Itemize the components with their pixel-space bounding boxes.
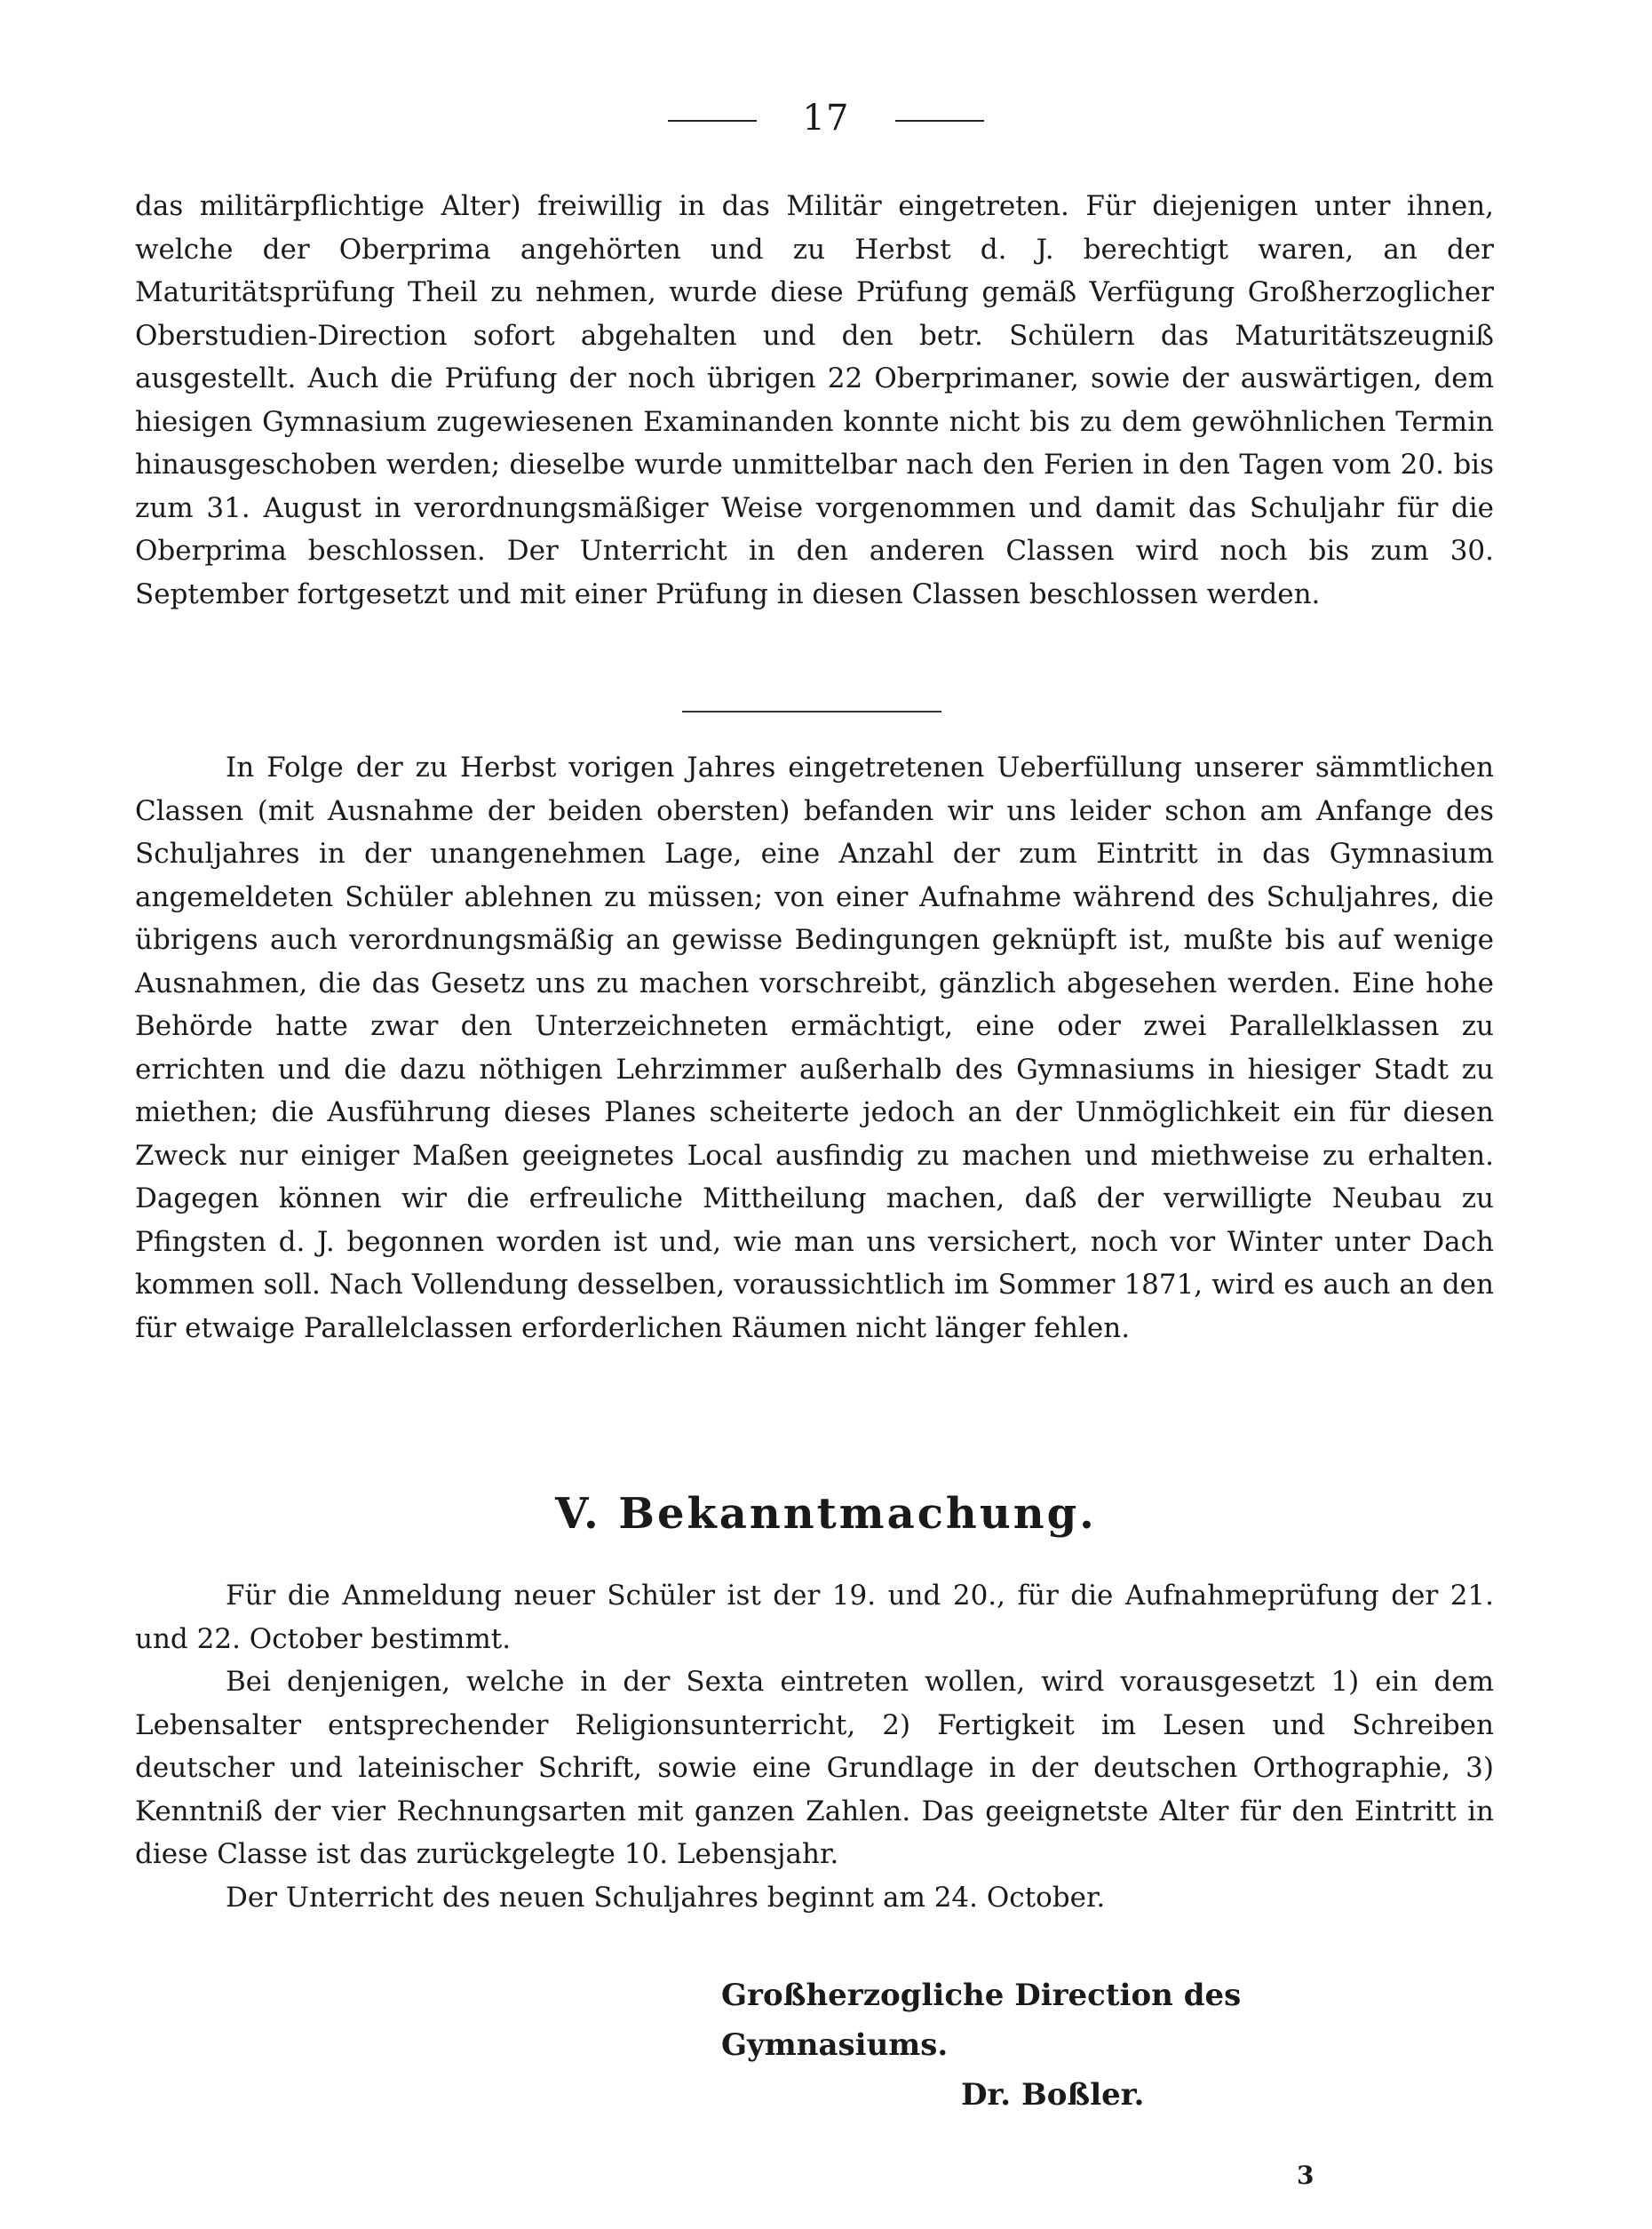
paragraph-requirements: Bei denjenigen, welche in der Sexta eintreten wollen, wird vorausgesetzt 1) ein dem Lebensalter entsprechender Religionsunterricht, 2) Fertigkeit im Lesen und Schreiben deutscher und lateinischer Schrift, sowie eine Grundlage in der deutschen Orthographie, 3) Kenntniß der vier Rechnungsarten mit ganzen Zahlen. Das geeignetste Alter für den Eintritt in diese Classe ist das zurückgelegte 10. Lebensjahr. bbox=[135, 1666, 1494, 1870]
page-header bbox=[0, 98, 1652, 139]
paragraph-block-2 bbox=[135, 746, 1494, 1349]
signature-name: Dr. Boßler. bbox=[961, 2077, 1145, 2113]
signature-institution: Großherzogliche Direction des Gymnasiums. bbox=[721, 1978, 1242, 2063]
paragraph-registration: Für die Anmeldung neuer Schüler ist der 19. und 20., für die Aufnahmeprüfung der 21. und 22. October bestimmt. bbox=[135, 1580, 1494, 1655]
header-rule-left bbox=[668, 120, 757, 122]
paragraph-block-3 bbox=[135, 1574, 1494, 1919]
page-number: 17 bbox=[802, 98, 850, 139]
paragraph-term-start: Der Unterricht des neuen Schuljahres beginnt am 24. October. bbox=[226, 1881, 1106, 1914]
paragraph-overcrowding: In Folge der zu Herbst vorigen Jahres eingetretenen Ueberfüllung unserer sämmtlichen Classen (mit Ausnahme der beiden obersten) befanden wir uns leider schon am Anfange des Schuljahres in der unangenehmen Lage, eine Anzahl der zum Eintritt in das Gymnasium angemeldeten Schüler ablehnen zu müssen; von einer Aufnahme während des Schuljahres, die übrigens auch verordnungsmäßig an gewisse Bedingungen geknüpft ist, mußte bis auf wenige Ausnahmen, die das Gesetz uns zu machen vorschreibt, gänzlich abgesehen werden. Eine hohe Behörde hatte zwar den Unterzeichneten ermächtigt, eine oder zwei Parallelklassen zu errichten und die dazu nöthigen Lehrzimmer außerhalb des Gymnasiums in hiesiger Stadt zu miethen; die Ausführung dieses Planes scheiterte jedoch an der Unmöglichkeit ein für diesen Zweck nur einiger Maßen geeignetes Local ausfindig zu machen und miethweise zu erhalten. Dagegen können wir die erfreuliche Mittheilung machen, daß der verwilligte Neubau zu Pfingsten d. J. begonnen worden ist und, wie man uns versichert, noch vor Winter unter Dach kommen soll. Nach Vollendung desselben, voraussichtlich im Sommer 1871, wird es auch an den für etwaige Parallelclassen erforderlichen Räumen nicht länger fehlen. bbox=[135, 752, 1494, 1344]
section-title: V. Bekanntmachung. bbox=[555, 1489, 1097, 1539]
signature-mark: 3 bbox=[1297, 2161, 1314, 2190]
signature-block bbox=[721, 1970, 1449, 2120]
paragraph-block-1 bbox=[135, 185, 1494, 616]
paragraph-continuation: das militärpflichtige Alter) freiwillig in das Militär eingetreten. Für diejenigen unter ihnen, welche der Oberprima angehörten und zu Herbst d. J. berechtigt waren, an der Maturitätsprüfung Theil zu nehmen, wurde diese Prüfung gemäß Verfügung Großherzoglicher Oberstudien-Direction sofort abgehalten und den betr. Schülern das Maturitätszeugniß ausgestellt. Auch die Prüfung der noch übrigen 22 Oberprimaner, sowie der auswärtigen, dem hiesigen Gymnasium zugewiesenen Examinanden konnte nicht bis zu dem gewöhnlichen Termin hinausgeschoben werden; dieselbe wurde unmittelbar nach den Ferien in den Tagen vom 20. bis zum 31. August in verordnungsmäßiger Weise vorgenommen und damit das Schuljahr für die Oberprima beschlossen. Der Unterricht in den anderen Classen wird noch bis zum 30. September fortgesetzt und mit einer Prüfung in diesen Classen beschlossen werden. bbox=[135, 190, 1494, 610]
header-rule-right bbox=[895, 120, 984, 122]
section-divider bbox=[682, 711, 941, 712]
